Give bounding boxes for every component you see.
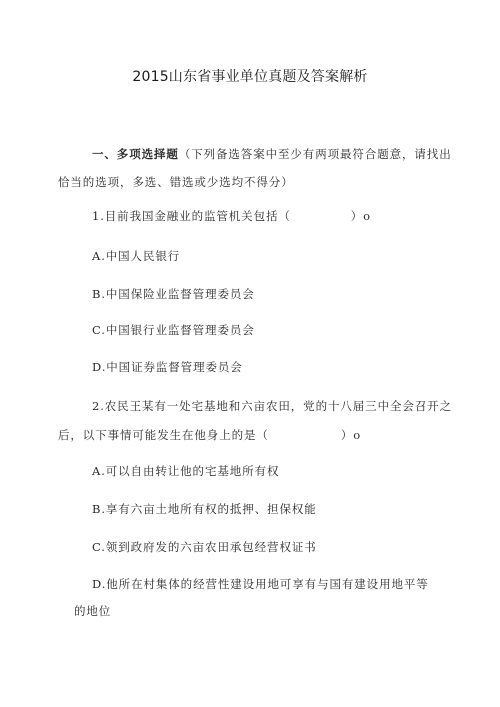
document-title: 2015山东省事业单位真题及答案解析 <box>132 69 368 85</box>
question-2-option-d-line-2: 的地位 <box>74 604 112 618</box>
question-2-option-b: B.享有六亩土地所有权的抵押、担保权能 <box>92 502 317 516</box>
question-1-stem <box>92 208 371 224</box>
question-1-stem-suffix: ）o <box>350 209 372 223</box>
question-2-option-d-line-1: D.他所在村集体的经营性建设用地可享有与国有建设用地平等 <box>92 577 429 591</box>
question-1-option-a: A.中国人民银行 <box>92 249 181 263</box>
section-intro-line-1 <box>92 146 452 162</box>
question-1-option-d: D.中国证券监督管理委员会 <box>92 360 243 374</box>
question-2-stem-prefix: 后，以下事情可能发生在他身上的是（ <box>58 428 269 442</box>
section-instruction-2: 恰当的选项，多选、错选或少选均不得分） <box>58 175 294 189</box>
question-2-option-c: C.领到政府发的六亩农田承包经营权证书 <box>92 540 317 554</box>
question-1-stem-prefix: 1.目前我国金融业的监管机关包括（ <box>92 209 291 223</box>
question-2-option-a: A.可以自由转让他的宅基地所有权 <box>92 464 280 478</box>
question-2-stem-line-2 <box>58 427 361 443</box>
question-2-stem-line-1: 2.农民王某有一处宅基地和六亩农田，党的十八届三中全会召开之 <box>92 399 452 413</box>
question-1-option-c: C.中国银行业监督管理委员会 <box>92 323 255 337</box>
question-1-option-b: B.中国保险业监督管理委员会 <box>92 287 255 301</box>
question-2-stem-suffix: ）o <box>340 428 362 442</box>
section-instruction-1: （下列备选答案中至少有两项最符合题意，请找出 <box>178 147 452 161</box>
section-heading: 一、多项选择题 <box>92 147 179 161</box>
